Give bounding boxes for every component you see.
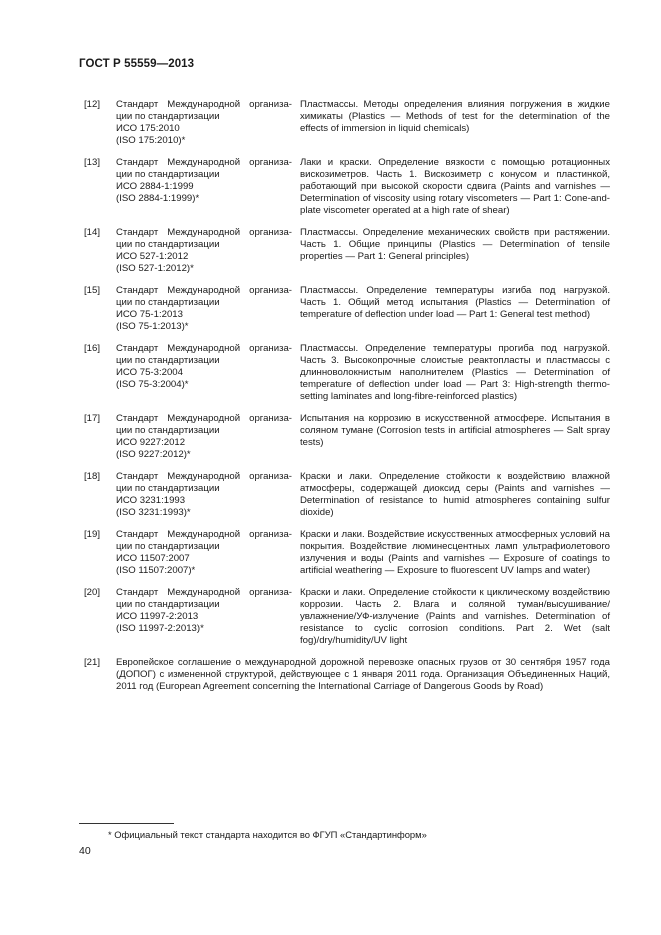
reference-source: Стандарт Международной организа- ции по стандартизации ИСО 3231:1993 (ISO 3231:1993)* xyxy=(116,471,292,518)
reference-number: [14] xyxy=(84,227,101,238)
reference-title: Пластмассы. Определение температуры прогиба под нагрузкой. Часть 3. Высокопрочные слоистые реактопласты и пластмассы с длинноволокнистым наполнителем (Plastics — Determination of temperature of deflection under load — Part 3: High-strength thermo-setting laminates and long-fibre-reinforced plastics) xyxy=(300,343,610,402)
reference-title: Лаки и краски. Определение вязкости с помощью ротационных вискозиметров. Часть 1. Вискозиметр с конусом и пластинкой, работающий при высокой скорости сдвига (Paints and varnishes — Determination of viscosity using rotary viscometers — Part 1: Cone-and-plate viscometer operated at a high rate of shear) xyxy=(300,157,610,216)
reference-number: [20] xyxy=(84,587,101,598)
document-header: ГОСТ Р 55559—2013 xyxy=(79,58,195,70)
reference-item xyxy=(84,343,610,403)
footnote: * Официальный текст стандарта находится во ФГУП «Стандартинформ» xyxy=(108,829,427,840)
reference-item xyxy=(84,529,610,577)
reference-title: Краски и лаки. Определение стойкости к воздействию влажной атмосферы, содержащей диоксид серы (Paints and varnishes — Determination of resistance to humid atmospheres containing sulfur dioxide) xyxy=(300,471,610,518)
reference-number: [17] xyxy=(84,413,101,424)
reference-number: [13] xyxy=(84,157,101,168)
reference-title: Пластмассы. Определение температуры изгиба под нагрузкой. Часть 1. Общий метод испытания (Plastics — Determination of temperature of deflection under load — Part 1: General test method) xyxy=(300,285,610,320)
reference-item xyxy=(84,471,610,519)
reference-title: Испытания на коррозию в искусственной атмосфере. Испытания в соляном тумане (Corrosion tests in artificial atmospheres — Salt spray tests) xyxy=(300,413,610,448)
reference-item xyxy=(84,285,610,333)
reference-item xyxy=(84,227,610,275)
reference-source: Стандарт Международной организа- ции по стандартизации ИСО 75-3:2004 (ISO 75-3:2004)* xyxy=(116,343,292,390)
reference-number: [21] xyxy=(84,657,101,668)
page-number: 40 xyxy=(79,845,91,857)
reference-source: Стандарт Международной организа- ции по стандартизации ИСО 2884-1:1999 (ISO 2884-1:1999)* xyxy=(116,157,292,204)
reference-number: [19] xyxy=(84,529,101,540)
reference-source: Стандарт Международной организа- ции по стандартизации ИСО 175:2010 (ISO 175:2010)* xyxy=(116,99,292,146)
reference-list xyxy=(84,99,610,693)
reference-source: Стандарт Международной организа- ции по стандартизации ИСО 11507:2007 (ISO 11507:2007)* xyxy=(116,529,292,576)
reference-item xyxy=(84,657,610,693)
reference-full-text: Европейское соглашение о международной дорожной перевозке опасных грузов от 30 сентября 1957 года (ДОПОГ) с измененной структурой, действующее с 1 января 2011 года. Организация Объединенных Наций, 2011 год (European Agreement concerning the International Carriage of Dangerous Goods by Road) xyxy=(116,657,610,692)
reference-title: Краски и лаки. Воздействие искусственных атмосферных условий на покрытия. Воздействие люминесцентных ламп ультрафиолетового излучения и воды (Paints and varnishes — Exposure of coatings to artificial weathering — Exposure to fluorescent UV lamps and water) xyxy=(300,529,610,576)
reference-source: Стандарт Международной организа- ции по стандартизации ИСО 11997-2:2013 (ISO 11997-2:2013)* xyxy=(116,587,292,634)
reference-number: [12] xyxy=(84,99,101,110)
reference-title: Пластмассы. Определение механических свойств при растяжении. Часть 1. Общие принципы (Plastics — Determination of tensile properties — Part 1: General principles) xyxy=(300,227,610,262)
reference-number: [15] xyxy=(84,285,101,296)
reference-source: Стандарт Международной организа- ции по стандартизации ИСО 75-1:2013 (ISO 75-1:2013)* xyxy=(116,285,292,332)
reference-title: Краски и лаки. Определение стойкости к циклическому воздействию коррозии. Часть 2. Влага и соляной туман/высушивание/увлажнение/УФ-излучение (Paints and varnishes. Determination of resistance to cyclic corrosion conditions. Part 2. Wet (salt fog)/dry/humidity/UV light xyxy=(300,587,610,646)
reference-item xyxy=(84,157,610,217)
reference-item xyxy=(84,587,610,647)
footnote-divider xyxy=(79,823,174,824)
reference-source: Стандарт Международной организа- ции по стандартизации ИСО 9227:2012 (ISO 9227:2012)* xyxy=(116,413,292,460)
reference-item xyxy=(84,413,610,461)
reference-source: Стандарт Международной организа- ции по стандартизации ИСО 527-1:2012 (ISO 527-1:2012)* xyxy=(116,227,292,274)
reference-number: [18] xyxy=(84,471,101,482)
reference-number: [16] xyxy=(84,343,101,354)
reference-item xyxy=(84,99,610,147)
reference-title: Пластмассы. Методы определения влияния погружения в жидкие химикаты (Plastics — Methods of test for the determination of the effects of immersion in liquid chemicals) xyxy=(300,99,610,134)
